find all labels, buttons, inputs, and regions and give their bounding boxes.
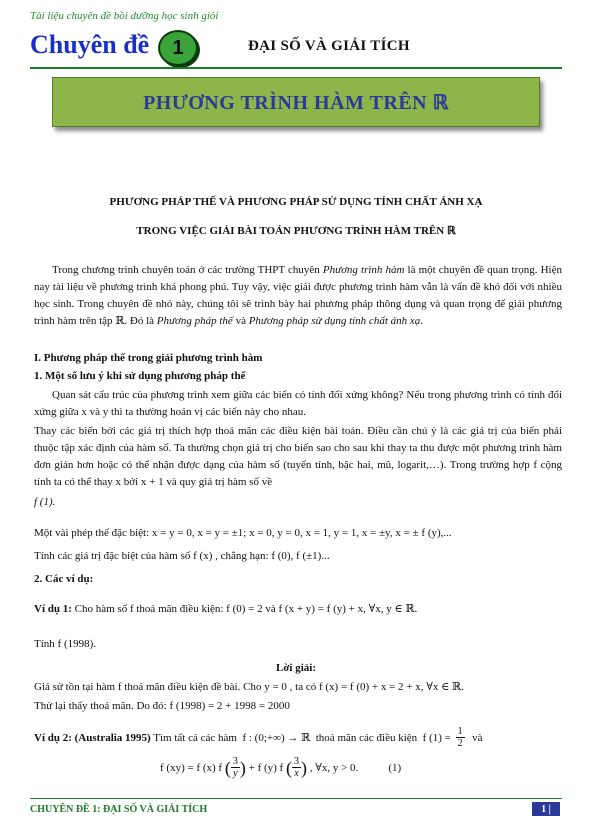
footer-chapter: CHUYÊN ĐỀ 1: ĐẠI SỐ VÀ GIẢI TÍCH	[30, 804, 208, 815]
footer-divider	[30, 798, 562, 799]
paragraph-substitution-end: f (1).	[34, 496, 56, 508]
right-paren: )	[239, 757, 246, 778]
intro-italic-1: Phương trình hàm	[322, 264, 405, 276]
header-divider	[30, 67, 562, 69]
left-paren: (	[285, 757, 292, 778]
subtitle-line-1: PHƯƠNG PHÁP THẾ VÀ PHƯƠNG PHÁP SỬ DỤNG TÍNH CHẤT ÁNH XẠ	[109, 196, 483, 208]
chapter-label: Chuyên đề	[30, 30, 150, 59]
left-paren: (	[224, 757, 231, 778]
chapter-number: 1	[172, 36, 184, 59]
intro-text-4: .	[420, 315, 424, 327]
example-1-statement	[34, 602, 417, 615]
intro-paragraph	[34, 262, 562, 330]
fraction-denominator: y	[233, 768, 238, 779]
solution-line-1: Giả sử tồn tại hàm f thoả mãn điều kiện đề bài. Cho y = 0 , ta có f (x) = f (0) + x = 2 + x, ∀x ∈ ℝ.	[34, 681, 464, 693]
example-1-label: Ví dụ 1:	[34, 603, 72, 615]
example-2-text-end: và	[466, 731, 483, 744]
equation-part-1: f (xy) = f (x) f	[160, 761, 225, 774]
example-2-equation	[160, 756, 401, 779]
fraction-one-half	[456, 726, 465, 749]
paragraph-substitution: Thay các biến bởi các giá trị thích hợp thoả mãn các điều kiện bài toán. Điều cần chú ý là các giá trị của biến phải thuộc tập xác định của hàm số. Ta thường chọn giá trị cho biến sao cho sau khi thay ta thu được một phương trình hàm đơn giản hơn hoặc có thể nhận được dạng của hàm số (tuyến tính, bậc hai, mũ, logarit,…). Trong trường hợp f cộng tính ta có thể thay x bởi x + 1 và quy giá trị hàm số về	[34, 425, 562, 488]
banner-title: PHƯƠNG TRÌNH HÀM TRÊN ℝ	[143, 91, 449, 114]
chapter-title: ĐẠI SỐ VÀ GIẢI TÍCH	[248, 38, 410, 54]
top-note: Tài liệu chuyên đề bồi dưỡng học sinh giỏi	[30, 10, 219, 22]
subsection-heading: 1. Một số lưu ý khi sử dụng phương pháp thế	[34, 370, 246, 382]
example-1-question: Tính f (1998).	[34, 638, 97, 650]
intro-italic-3: Phương pháp sử dụng tính chất ánh xạ	[248, 315, 421, 327]
page-number: 1 |	[532, 802, 560, 816]
solution-heading: Lời giải:	[275, 662, 316, 674]
fraction-3-over-x	[292, 756, 301, 779]
intro-text-3: và	[232, 315, 249, 327]
fraction-denominator: 2	[457, 738, 463, 749]
example-2-statement	[34, 726, 483, 749]
fraction-denominator: x	[294, 768, 299, 779]
paragraph-symmetry: Quan sát cấu trúc của phương trình xem giữa các biến có tính đối xứng không? Nếu trong phương trình có tính đối xứng giữa x và y thì ta thường hoán vị các biến này cho nhau.	[34, 389, 562, 418]
special-values: Tính các giá trị đặc biệt của hàm số f (x) , chẳng hạn: f (0), f (±1)...	[34, 550, 330, 562]
intro-text-2: là một chuyên đề quan trọng. Hiện nay tài liệu về phương trình khá phong phú. Tuy vậy, việc giải được phương trình hàm vẫn là vấn đề khó đối với nhiều học sinh. Trong chuyên đề nhỏ này, chúng tôi sẽ trình bày hai phương pháp thông dụng và quan trọng để giải phương trình hàm trên tập ℝ. Đó là	[34, 264, 562, 327]
intro-text-1: Trong chương trình chuyên toán ở các trường THPT chuyên	[52, 264, 323, 276]
fraction-numerator: 3	[232, 756, 238, 767]
special-substitutions: Một vài phép thế đặc biệt: x = y = 0, x = y = ±1; x = 0, y = 0, x = 1, y = 1, x = ±y, x = ± f (y),...	[34, 527, 452, 539]
fraction-numerator: 1	[457, 726, 463, 737]
example-2-label: Ví dụ 2: (Australia 1995)	[34, 731, 151, 744]
chapter-number-badge	[158, 30, 198, 66]
equation-part-3: , ∀x, y > 0.	[306, 762, 359, 774]
equation-part-2: + f (y) f	[245, 761, 286, 774]
fraction-3-over-y	[231, 756, 240, 779]
equation-label: (1)	[388, 761, 402, 774]
example-2-text: Tìm tất cả các hàm f : (0;+∞) → ℝ thoả mãn các điều kiện f (1) =	[150, 732, 454, 744]
section-heading: I. Phương pháp thế trong giải phương trình hàm	[34, 352, 263, 364]
right-paren: )	[300, 757, 307, 778]
examples-heading: 2. Các ví dụ:	[34, 573, 94, 585]
fraction-numerator: 3	[293, 756, 299, 767]
subtitle-line-2: TRONG VIỆC GIẢI BÀI TOÁN PHƯƠNG TRÌNH HÀM TRÊN ℝ	[136, 225, 456, 237]
solution-line-2: Thử lại thấy thoả mãn. Do đó: f (1998) = 2 + 1998 = 2000	[34, 700, 290, 712]
example-1-text: Cho hàm số f thoả mãn điều kiện: f (0) = 2 và f (x + y) = f (y) + x, ∀x, y ∈ ℝ.	[71, 603, 418, 615]
intro-italic-2: Phương pháp thế	[156, 315, 233, 327]
title-banner	[52, 77, 540, 127]
